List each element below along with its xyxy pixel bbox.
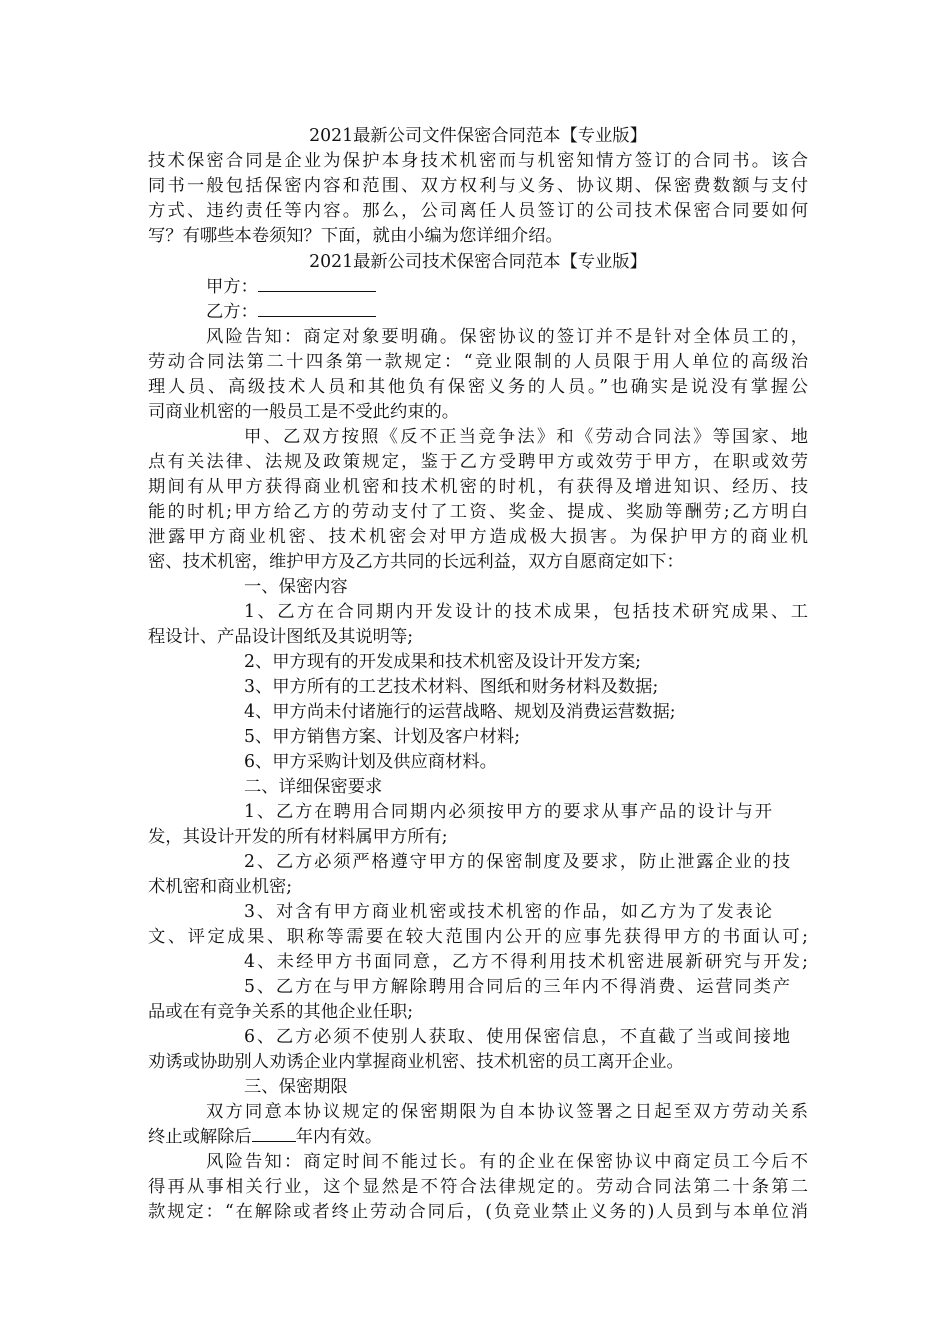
list-item: 术机密和商业机密; [148, 877, 293, 897]
list-item: 5、乙方在与甲方解除聘用合同后的三年内不得消费、运营同类产 [244, 977, 790, 997]
paragraph-line: 泄露甲方商业机密、技术机密会对甲方造成极大损害。为保护甲方的商业机 [148, 527, 808, 547]
party-b-line [206, 300, 806, 324]
list-item: 1、乙方在合同期内开发设计的技术成果，包括技术研究成果、工 [244, 602, 808, 622]
paragraph-line: 劳动合同法第二十四条第一款规定：“竞业限制的人员限于用人单位的高级治 [148, 352, 808, 372]
list-item: 文、评定成果、职称等需要在较大范围内公开的应事先获得甲方的书面认可; [148, 927, 808, 947]
paragraph-line: 点有关法律、法规及政策规定，鉴于乙方受聘甲方或效劳于甲方，在职或效劳 [148, 452, 808, 472]
paragraph-line: 技术保密合同是企业为保护本身技术机密而与机密知情方签订的合同书。该合 [148, 151, 808, 171]
paragraph-line: 双方同意本协议规定的保密期限为自本协议签署之日起至双方劳动关系 [206, 1102, 808, 1122]
list-item: 品或在有竞争关系的其他企业任职; [148, 1002, 414, 1022]
paragraph-line: 同书一般包括保密内容和范围、双方权利与义务、协议期、保密费数额与支付 [148, 176, 808, 196]
list-item: 6、甲方采购计划及供应商材料。 [244, 752, 497, 772]
list-item: 1、乙方在聘用合同期内必须按甲方的要求从事产品的设计与开 [244, 802, 772, 822]
party-a-blank [258, 275, 376, 292]
list-item: 2、乙方必须严格遵守甲方的保密制度及要求，防止泄露企业的技 [244, 852, 790, 872]
list-item: 劝诱或协助别人劝诱企业内掌握商业机密、技术机密的员工离开企业。 [148, 1052, 684, 1072]
paragraph-line: 得再从事相关行业，这个显然是不符合法律规定的。劳动合同法第二十条第二 [148, 1177, 808, 1197]
paragraph-line: 款规定：“在解除或者终止劳动合同后，(负竞业禁止义务的)人员到与本单位消 [148, 1202, 808, 1222]
list-item: 5、甲方销售方案、计划及客户材料; [244, 727, 521, 747]
paragraph-line: 期间有从甲方获得商业机密和技术机密的时机，有获得及增进知识、经历、技 [148, 477, 808, 497]
party-a-line [206, 275, 806, 299]
term-years-blank [252, 1125, 296, 1142]
paragraph-line: 理人员、高级技术人员和其他负有保密义务的人员。”也确实是说没有掌握公 [148, 377, 808, 397]
list-item: 3、对含有甲方商业机密或技术机密的作品，如乙方为了发表论 [244, 902, 772, 922]
document-title: 2021最新公司文件保密合同范本【专业版】 [309, 126, 647, 146]
list-item: 4、未经甲方书面同意，乙方不得利用技术机密进展新研究与开发; [244, 952, 808, 972]
paragraph-line: 甲、乙双方按照《反不正当竞争法》和《劳动合同法》等国家、地 [244, 427, 808, 447]
term-suffix: 年内有效。 [295, 1127, 383, 1147]
list-item: 3、甲方所有的工艺技术材料、图纸和财务材料及数据; [244, 677, 659, 697]
paragraph-line: 写？有哪些本卷须知？下面，就由小编为您详细介绍。 [148, 226, 563, 246]
term-prefix: 终止或解除后 [148, 1127, 252, 1147]
party-a-label: 甲方： [206, 277, 258, 297]
list-item: 程设计、产品设计图纸及其说明等; [148, 627, 414, 647]
party-b-label: 乙方： [206, 302, 258, 322]
section-heading: 三、保密期限 [244, 1077, 348, 1097]
section-heading: 一、保密内容 [244, 577, 348, 597]
term-line [148, 1125, 808, 1149]
list-item: 2、甲方现有的开发成果和技术机密及设计开发方案; [244, 652, 642, 672]
paragraph-line: 风险告知：商定对象要明确。保密协议的签订并不是针对全体员工的， [206, 327, 808, 347]
list-item: 6、乙方必须不使别人获取、使用保密信息，不直截了当或间接地 [244, 1027, 790, 1047]
section-heading: 二、详细保密要求 [244, 777, 383, 797]
list-item: 发，其设计开发的所有材料属甲方所有; [148, 827, 448, 847]
list-item: 4、甲方尚未付诸施行的运营战略、规划及消费运营数据; [244, 702, 676, 722]
paragraph-line: 司商业机密的一般员工是不受此约束的。 [148, 402, 460, 422]
paragraph-line: 方式、违约责任等内容。那么，公司离任人员签订的公司技术保密合同要如何 [148, 201, 808, 221]
paragraph-line: 密、技术机密，维护甲方及乙方共同的长远利益，双方自愿商定如下： [148, 552, 684, 572]
party-b-blank [258, 300, 376, 317]
section-title: 2021最新公司技术保密合同范本【专业版】 [309, 252, 647, 272]
paragraph-line: 风险告知：商定时间不能过长。有的企业在保密协议中商定员工今后不 [206, 1152, 808, 1172]
paragraph-line: 能的时机;甲方给乙方的劳动支付了工资、奖金、提成、奖励等酬劳;乙方明白 [148, 502, 808, 522]
